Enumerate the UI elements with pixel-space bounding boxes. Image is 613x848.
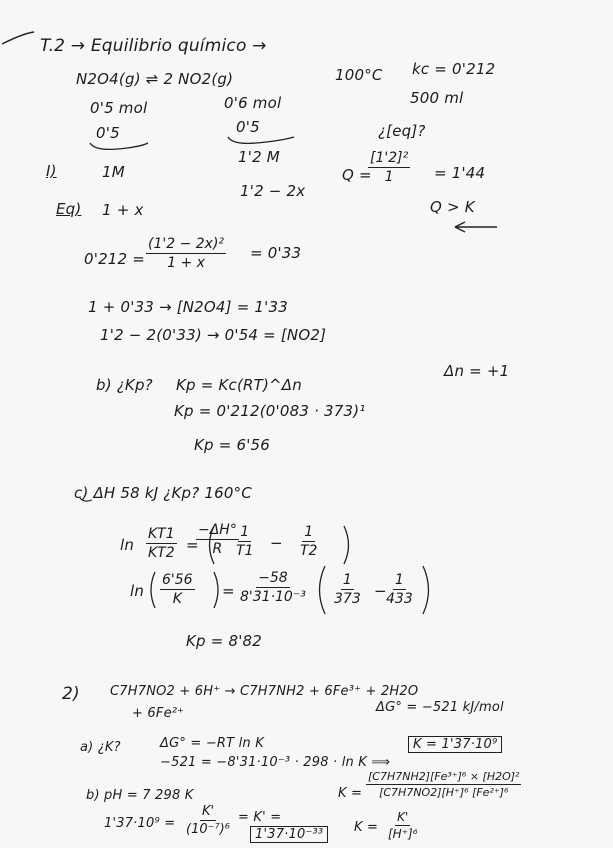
k-denominator: [C7H7NO2][H⁺]⁶ [Fe²⁺]⁶ — [379, 786, 509, 799]
eq-label: Eq) — [56, 200, 82, 218]
t2-numerator: 1 — [304, 524, 314, 540]
page-title: T.2 → Equilibrio químico → — [40, 36, 267, 56]
reaction-2: C7H7NO2 + 6H⁺ → C7H7NH2 + 6Fe³⁺ + 2H2O — [110, 684, 419, 699]
vanthoff-dh-ratio — [196, 522, 239, 557]
ln-substituted: ln — [130, 582, 145, 600]
h-power-six: [H⁺]⁶ — [388, 827, 418, 841]
kc-value: kc = 0'212 — [412, 60, 496, 78]
ln-t2-ratio — [386, 572, 413, 607]
q-compare-k: Q > K — [430, 198, 475, 216]
minus-delta-h: −ΔH° — [198, 522, 237, 538]
ln-k-ratio — [160, 572, 195, 607]
k-prime-num: K' — [397, 810, 409, 824]
q-lhs: Q = — [342, 166, 372, 184]
q-denominator: 1 — [384, 169, 394, 185]
q-value: = 1'44 — [434, 164, 486, 182]
q-fraction — [368, 150, 410, 185]
part-2b-fraction — [186, 804, 230, 837]
volume: 500 ml — [410, 89, 464, 107]
q-numerator: [1'2]² — [370, 150, 409, 166]
delta-h-value: −58 — [258, 570, 288, 586]
t1-kelvin: 373 — [334, 591, 361, 607]
eq-n2o4-expr: 1 + x — [102, 201, 144, 219]
temperature: 100°C — [335, 66, 383, 84]
delta-g: ΔG° = −521 kJ/mol — [376, 700, 504, 715]
vanthoff-equals: = — [186, 536, 199, 554]
conc-n2o4: 0'5 — [96, 124, 120, 142]
k-t1: KT1 — [148, 526, 175, 542]
gas-constant: R — [212, 541, 223, 557]
x-value: = 0'33 — [250, 244, 302, 262]
part-b-label: b) ¿Kp? — [96, 376, 153, 394]
moles-n2o4: 0'5 mol — [90, 99, 148, 117]
vanthoff-k-ratio — [146, 526, 177, 561]
vanthoff-t2-ratio — [300, 524, 317, 559]
t2-kelvin: 433 — [386, 591, 413, 607]
k-prime-boxed: 1'37·10⁻³³ — [250, 826, 328, 843]
k-prime: K' — [201, 804, 215, 819]
kp-known: 6'56 — [162, 572, 193, 588]
vanthoff-ln: ln — [120, 536, 135, 554]
vanthoff-t1-ratio — [236, 524, 253, 559]
kp-result-c: Kp = 8'82 — [186, 632, 263, 650]
k-unknown: K — [172, 591, 182, 607]
kp-substitution: Kp = 0'212(0'083 · 373)¹ — [174, 402, 366, 420]
part-2b-eq: 1'37·10⁹ = — [104, 816, 176, 831]
t2-denominator: T2 — [300, 543, 318, 559]
part-i-label: I) — [46, 162, 57, 180]
moles-no2: 0'6 mol — [224, 94, 282, 112]
result-no2: 1'2 − 2(0'33) → 0'54 = [NO2] — [100, 326, 327, 344]
result-n2o4: 1 + 0'33 → [N2O4] = 1'33 — [88, 298, 288, 316]
kc-denominator: 1 + x — [167, 255, 205, 271]
k-simplified-lhs: K = — [354, 820, 379, 835]
reaction-2-cont: + 6Fe²⁺ — [132, 706, 185, 721]
r-value: 8'31·10⁻³ — [240, 589, 306, 605]
k-expression-lhs: K = — [338, 786, 363, 801]
part-2b-label: b) pH = 7 298 K — [86, 788, 194, 803]
delta-g-relation: ΔG° = −RT ln K — [160, 736, 264, 751]
t1-numerator: 1 — [240, 524, 250, 540]
k-numerator: [C7H7NH2][Fe³⁺]⁶ × [H2O]² — [368, 770, 520, 783]
problem-2-label: 2) — [62, 684, 80, 704]
initial-n2o4: 1M — [102, 163, 125, 181]
t2-one: 1 — [394, 572, 404, 588]
ln-minus: − — [374, 582, 387, 600]
kc-equation-lhs: 0'212 = — [84, 250, 146, 268]
k-boxed-result: K = 1'37·10⁹ — [408, 736, 502, 753]
h-conc-power: (10⁻⁷)⁶ — [186, 822, 230, 837]
delta-g-substitution: −521 = −8'31·10⁻³ · 298 · ln K ⟹ — [160, 755, 391, 770]
question-eq: ¿[eq]? — [378, 122, 426, 140]
ln-dh-ratio — [240, 570, 306, 605]
conc-no2-molar: 1'2 M — [238, 148, 280, 166]
kp-result: Kp = 6'56 — [194, 436, 271, 454]
t1-one: 1 — [342, 572, 352, 588]
conc-no2: 0'5 — [236, 118, 260, 136]
k-expression-fraction — [366, 770, 521, 799]
delta-n: Δn = +1 — [444, 362, 510, 380]
ln-t1-ratio — [334, 572, 361, 607]
eq-no2-expr: 1'2 − 2x — [240, 182, 306, 200]
k-simplified-fraction — [388, 810, 418, 841]
ln-equals: = — [222, 582, 235, 600]
kc-fraction — [146, 236, 226, 271]
k-t2: KT2 — [148, 545, 175, 561]
k-prime-eq: = K' = — [238, 810, 282, 825]
reaction-equation: N2O4(g) ⇌ 2 NO2(g) — [76, 70, 234, 88]
part-2a-label: a) ¿K? — [80, 740, 121, 755]
kp-formula: Kp = Kc(RT)^Δn — [176, 376, 302, 394]
t1-denominator: T1 — [236, 543, 254, 559]
part-c-label: c) ΔH 58 kJ ¿Kp? 160°C — [74, 484, 252, 502]
vanthoff-minus: − — [270, 534, 283, 552]
kc-numerator: (1'2 − 2x)² — [148, 236, 225, 252]
